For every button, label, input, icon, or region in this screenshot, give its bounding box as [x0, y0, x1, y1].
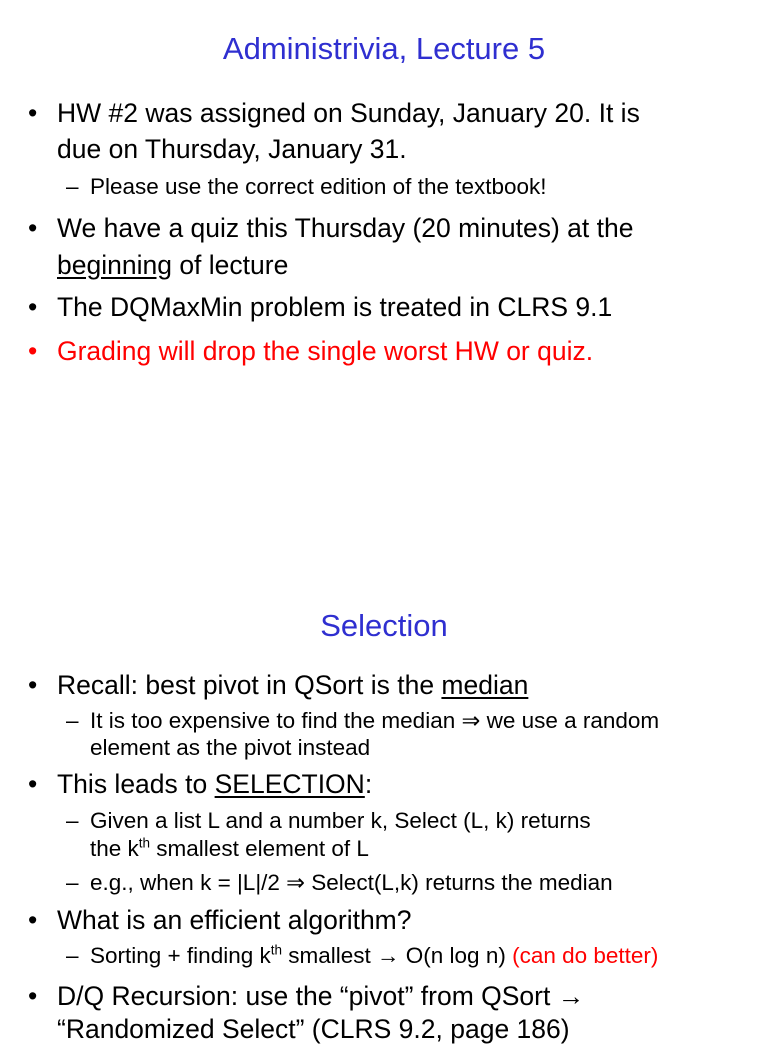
underlined-median: median	[441, 670, 529, 700]
bullet-leads-text	[57, 766, 372, 802]
given-line2-a: the k	[90, 836, 139, 861]
superscript-th: th	[138, 835, 151, 851]
bullet-icon: •	[28, 981, 38, 1011]
dash-icon: –	[66, 708, 79, 733]
bullet-icon: •	[28, 670, 38, 700]
superscript-th: th	[270, 942, 283, 958]
bullet-recall-text	[57, 667, 528, 703]
can-do-better-note: (can do better)	[512, 943, 659, 968]
bullet-hw-line2: due on Thursday, January 31.	[57, 134, 407, 164]
slide-selection	[0, 512, 768, 1044]
bullet-dq-line2: “Randomized Select” (CLRS 9.2, page 186)	[57, 1014, 570, 1044]
subbullet-expensive-line2: element as the pivot instead	[90, 735, 371, 760]
underlined-beginning: beginning	[57, 250, 172, 280]
underlined-selection: SELECTION	[214, 769, 365, 799]
dash-icon: –	[66, 808, 79, 833]
quiz-line2-rest: of lecture	[171, 250, 289, 280]
recall-prefix: Recall: best pivot in QSort is the	[57, 670, 442, 700]
bullet-quiz-line1: We have a quiz this Thursday (20 minutes) at the	[57, 213, 634, 243]
slide-title: Selection	[320, 608, 448, 643]
leads-prefix: This leads to	[57, 769, 215, 799]
bullet-icon: •	[28, 336, 38, 366]
bullet-icon: •	[28, 769, 38, 799]
bullet-icon: •	[28, 905, 38, 935]
subbullet-expensive-line1: It is too expensive to find the median ⇒ we use a random	[90, 708, 660, 733]
dash-icon: –	[66, 870, 79, 895]
bullet-icon: •	[28, 98, 38, 128]
sorting-a: Sorting + finding k	[90, 943, 271, 968]
slide-title: Administrivia, Lecture 5	[222, 31, 546, 66]
dash-icon: –	[66, 943, 79, 968]
subbullet-eg-text: e.g., when k = |L|/2 ⇒ Select(L,k) returns the median	[90, 870, 613, 895]
bullet-icon: •	[28, 213, 38, 243]
bullet-icon: •	[28, 292, 38, 322]
subbullet-given-line1: Given a list L and a number k, Select (L, k) returns	[90, 808, 591, 833]
leads-suffix: :	[364, 769, 373, 799]
bullet-dq-line1: D/Q Recursion: use the “pivot” from QSort →	[57, 981, 585, 1011]
bullet-dqmaxmin-text: The DQMaxMin problem is treated in CLRS 9.1	[57, 292, 613, 322]
dash-icon: –	[66, 174, 79, 199]
bullet-grading-text: Grading will drop the single worst HW or quiz.	[57, 336, 594, 366]
sorting-b: smallest → O(n log n)	[282, 943, 513, 968]
bullet-quiz-line2	[57, 247, 288, 283]
bullet-efficient-text: What is an efficient algorithm?	[57, 905, 412, 935]
subbullet-sorting-text	[90, 942, 658, 970]
bullet-hw-line1: HW #2 was assigned on Sunday, January 20. It is	[57, 98, 640, 128]
slide-administrivia	[0, 0, 768, 512]
subbullet-given-line2	[90, 835, 369, 863]
subbullet-textbook-text: Please use the correct edition of the textbook!	[90, 174, 547, 199]
given-line2-b: smallest element of L	[150, 836, 369, 861]
